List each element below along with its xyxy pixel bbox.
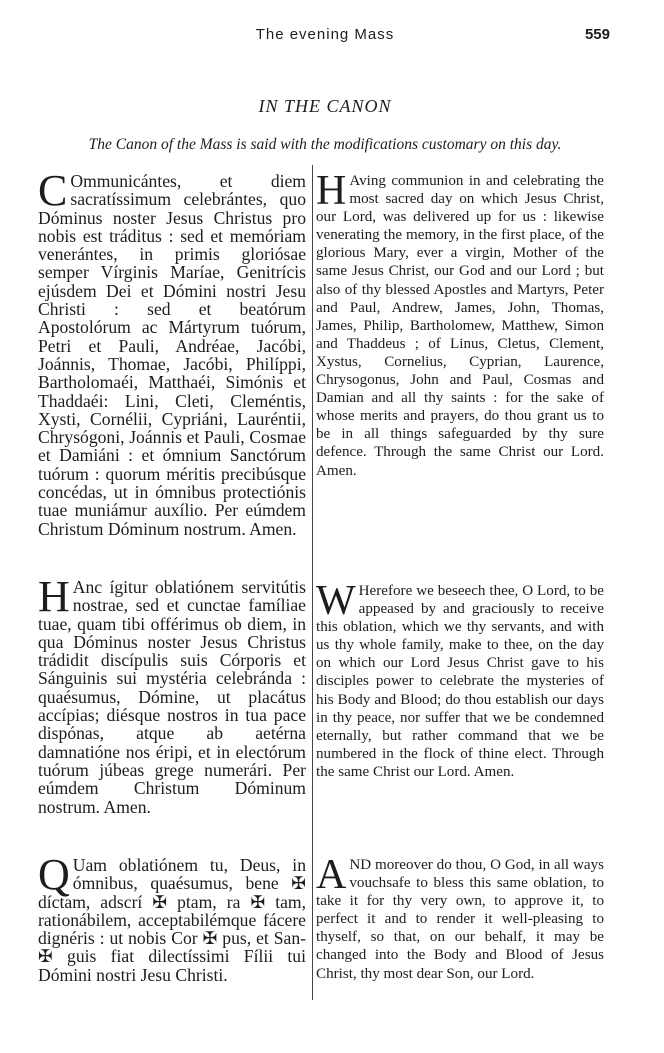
drop-cap: Q xyxy=(38,850,70,899)
page-number: 559 xyxy=(584,26,610,43)
english-text: Aving communion in and celebrating the most sacred day on which Jesus Christ, our Lord, was delivered up for us : likewise venerating the memory, in the first place, of the glorious Mary, ever a virgin, Mother of the same Jesus Christ, our God and our Lord ; but also of thy blessed Apostles and Martyrs, Peter and Paul, Andrew, James, John, Thomas, James, Philip, Bartholomew, Matthew, Simon and Thaddeus ; of Linus, Cletus, Clement, Xystus, Cornelius, Cyprian, Laurence, Chrysogonus, John and Paul, Cosmas and Damian and all thy saints : for the sake of whose merits and prayers, do thou grant us to be in all things safeguarded by thy sure defence. Through the same Christ our Lord. Amen. xyxy=(316,173,604,479)
latin-paragraph-hanc-igitur xyxy=(38,572,306,817)
drop-cap: H xyxy=(316,168,347,214)
column-divider xyxy=(312,165,313,1000)
english-paragraph-communicantes xyxy=(316,168,604,480)
english-paragraph-hanc-igitur xyxy=(316,578,604,781)
running-title: The evening Mass xyxy=(255,26,395,43)
rubric: The Canon of the Mass is said with the modifications customary on this day. xyxy=(88,136,562,153)
latin-text: Ommunicántes, et diem sacratíssimum celebrántes, quo Dóminus noster Jesus Christus pro nobis est tráditus : sed et memóriam venerántes, in primis gloriósae semper Vírginis Maríae, Genitrícis ejúsdem Dei et Dómini nostri Jesu Christi : sed et beatórum Apostolórum ac Mártyrum tuórum, Petri et Pauli, Andréae, Jacóbi, Joánnis, Thomae, Jacóbi, Philíppi, Bartholomaéi, Matthaéi, Simónis et Thaddaéi: Lini, Cleti, Cleméntis, Xysti, Cornélii, Cypriáni, Lauréntii, Chrysógoni, Joánnis et Pauli, Cosmae et Damiáni : et ómnium Sanctórum tuórum : quorum méritis precibúsque concédas, ut in ómnibus protectiónis tuae muniámur auxílio. Per eúmdem Christum Dóminum nostrum. Amen. xyxy=(38,171,306,539)
drop-cap: H xyxy=(38,572,70,621)
latin-text: Uam oblatiónem tu, Deus, in ómnibus, quaésumus, bene ✠ díctam, adscrí ✠ ptam, ra ✠ tam, rationábilem, acceptabilémque fácere dignéris : ut nobis Cor ✠ pus, et San- ✠ guis fiat dilectíssimi Fílii tui Dómini nostri Jesu Christi. xyxy=(38,855,306,985)
latin-paragraph-communicantes xyxy=(38,166,306,539)
english-text: ND moreover do thou, O God, in all ways vouchsafe to bless this same oblation, to take it for thy very own, to approve it, to perfect it and to render it well-pleasing to thyself, so that, on our behalf, it may be changed into the Body and Blood of Jesus Christ, thy most dear Son, our Lord. xyxy=(316,857,604,982)
latin-text: Anc ígitur oblatiónem servitútis nostrae, sed et cunctae famíliae tuae, quam tibi offérimus ob diem, in qua Dóminus noster Jesus Christus trádidit discípulis suis Córporis et Sánguinis sui mystéria celebránda : quaésumus, Dómine, ut placátus accípias; diésque nostros in tua pace dispónas, atque ab aetérna damnatióne nos éripi, et in electórum tuórum júbeas grege numerári. Per eúmdem Christum Dóminum nostrum. Amen. xyxy=(38,577,306,817)
english-paragraph-quam-oblationem xyxy=(316,852,604,983)
english-text: Herefore we beseech thee, O Lord, to be appeased by and graciously to receive this oblation, which we thy servants, and with us thy whole family, make to thee, on the day on which our Lord Jesus Christ gave to his disciples power to celebrate the mysteries of his Body and Blood; do thou establish our days in thy peace, nor suffer that we be condemned eternally, but rather command that we be numbered in the flock of thine elect. Through the same Christ our Lord. Amen. xyxy=(316,583,604,780)
drop-cap: A xyxy=(316,852,347,898)
running-header xyxy=(40,26,610,48)
drop-cap: W xyxy=(316,578,356,624)
latin-paragraph-quam-oblationem xyxy=(38,850,306,985)
drop-cap: C xyxy=(38,166,68,215)
section-title: IN THE CANON xyxy=(258,96,392,116)
